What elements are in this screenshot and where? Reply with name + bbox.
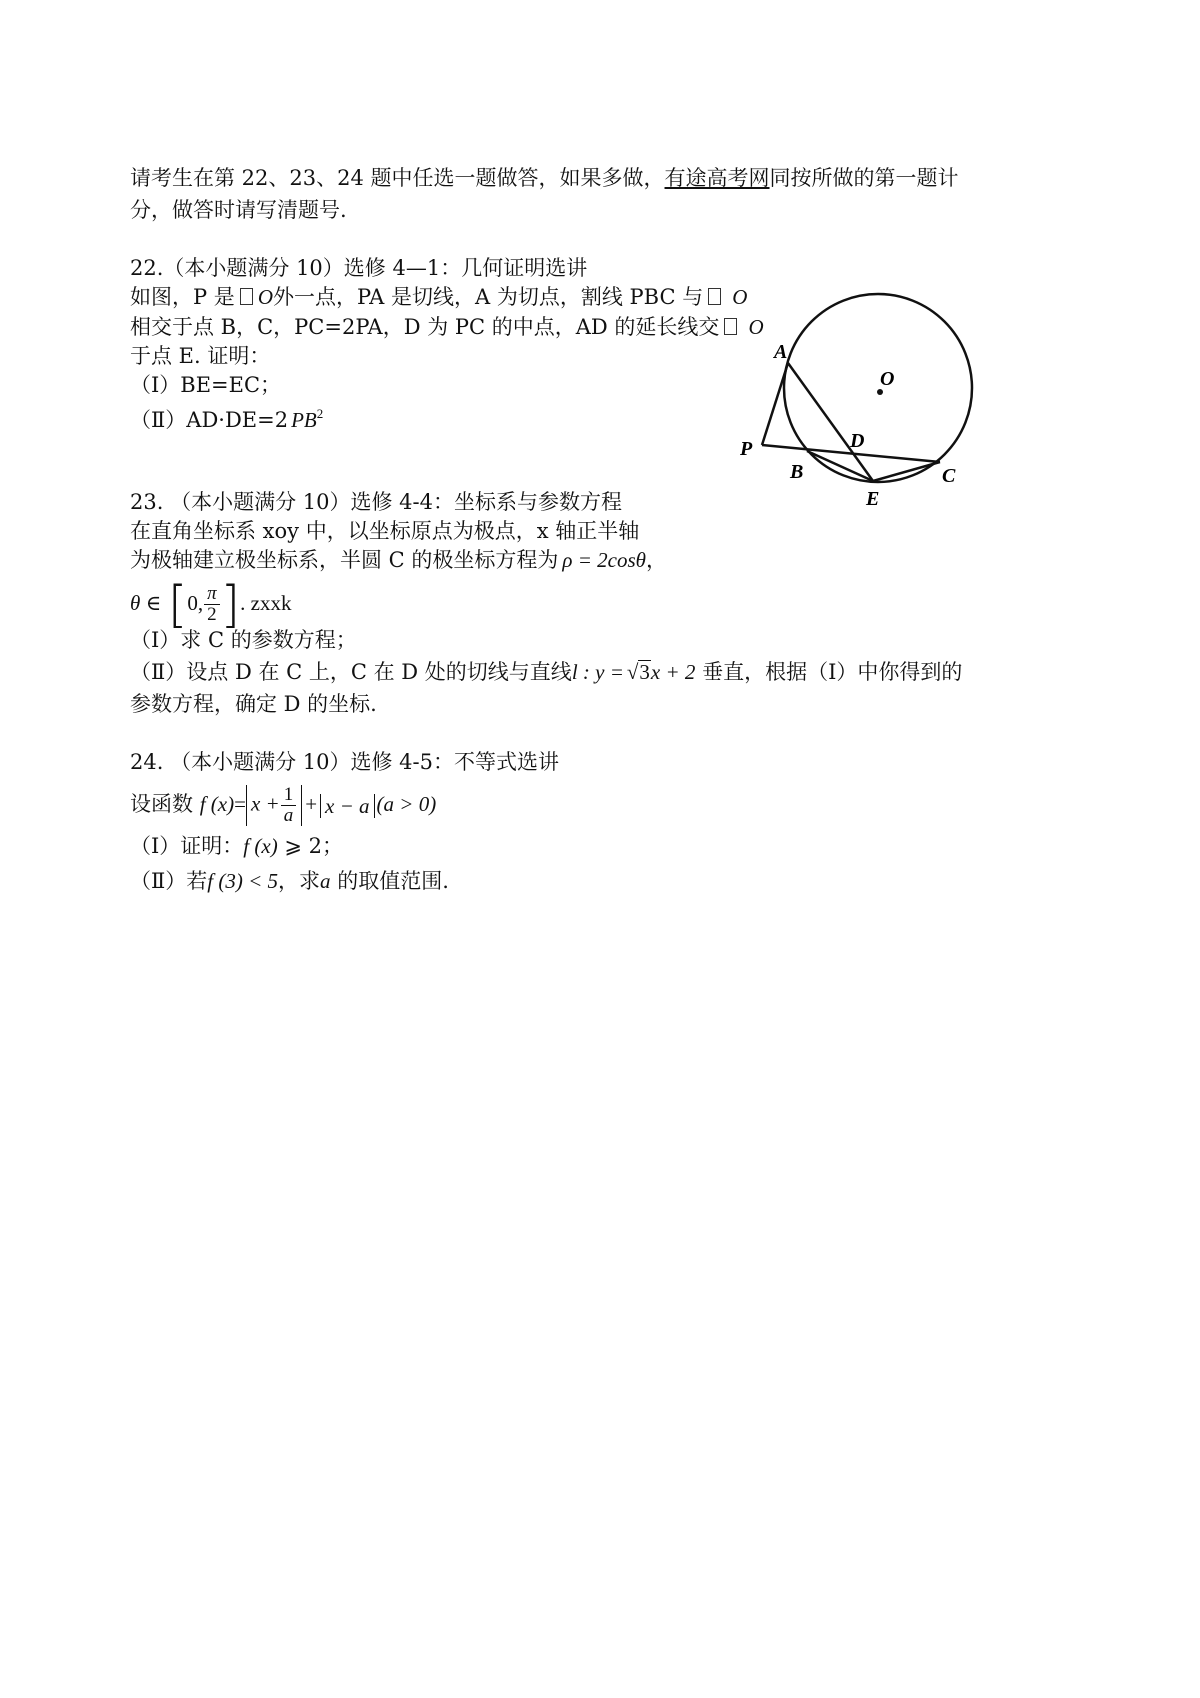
q23-line-2: 为极轴建立极坐标系，半圆 C 的极坐标方程为 ρ = 2cosθ， (130, 548, 667, 572)
theta-range: θ ∈ (130, 591, 162, 615)
q22-line-2: 相交于点 B，C，PC=2PA，D 为 PC 的中点，AD 的延长线交 O (130, 315, 764, 339)
q24-part-1: （Ⅰ）证明：f (x) ⩾ 2； (130, 834, 344, 858)
tangent-pa (762, 363, 788, 445)
intro-line-1 (130, 163, 959, 193)
intro-underlined-link[interactable]: 有途高考网 (664, 166, 770, 190)
q24-line-1: 设函数 f (x)= x + $\frac{1}{a}$ + x − a (a > 0) (130, 784, 437, 826)
q22-line-3: 于点 E. 证明： (130, 344, 271, 368)
q23-title: 23. （本小题满分 10）选修 4-4：坐标系与参数方程 (130, 490, 622, 514)
label-p: P (740, 438, 753, 460)
label-d: D (850, 430, 865, 452)
q22-title: 22.（本小题满分 10）选修 4—1：几何证明选讲 (130, 256, 588, 280)
function-f: f (x) (199, 792, 235, 816)
q22-line-1: 如图，P 是 O外一点，PA 是切线，A 为切点，割线 PBC 与 O (130, 285, 748, 309)
line-equation: l : y = (571, 660, 624, 684)
q23-part-2-cont: 参数方程，确定 D 的坐标. (130, 692, 377, 716)
polar-equation: ρ = 2cosθ (562, 548, 646, 572)
q24-title: 24. （本小题满分 10）选修 4-5：不等式选讲 (130, 750, 559, 774)
label-a: A (774, 341, 788, 363)
label-b: B (790, 461, 804, 483)
q22-part-1: （Ⅰ）BE=EC； (130, 373, 282, 397)
label-e: E (866, 488, 880, 510)
geometry-figure (730, 285, 1000, 525)
label-c: C (942, 465, 956, 487)
q23-line-3: θ ∈ [0, $\frac{\pi}{2}$ ]. zxxk (130, 575, 292, 634)
missing-glyph-icon (240, 288, 253, 305)
q23-line-1: 在直角坐标系 xoy 中，以坐标原点为极点，x 轴正半轴 (130, 519, 640, 543)
q23-part-2: （Ⅱ）设点 D 在 C 上，C 在 D 处的切线与直线l : y = √3x + 2 垂直，根据（Ⅰ）中你得到的 (130, 660, 963, 684)
q23-part-1: （Ⅰ）求 C 的参数方程； (130, 628, 357, 652)
q24-part-2: （Ⅱ）若f (3) < 5，求a 的取值范围. (130, 869, 449, 893)
intro-text: 请考生在第 22、23、24 题中任选一题做答，如果多做， (130, 166, 665, 190)
intro-text-tail: 同按所做的第一题计 (769, 166, 959, 190)
intro-line-2: 分，做答时请写清题号. (130, 198, 347, 222)
missing-glyph-icon (708, 288, 721, 305)
label-o: O (880, 368, 895, 390)
q22-part-2: （Ⅱ）AD·DE=2 $PB^2$ (130, 406, 324, 432)
